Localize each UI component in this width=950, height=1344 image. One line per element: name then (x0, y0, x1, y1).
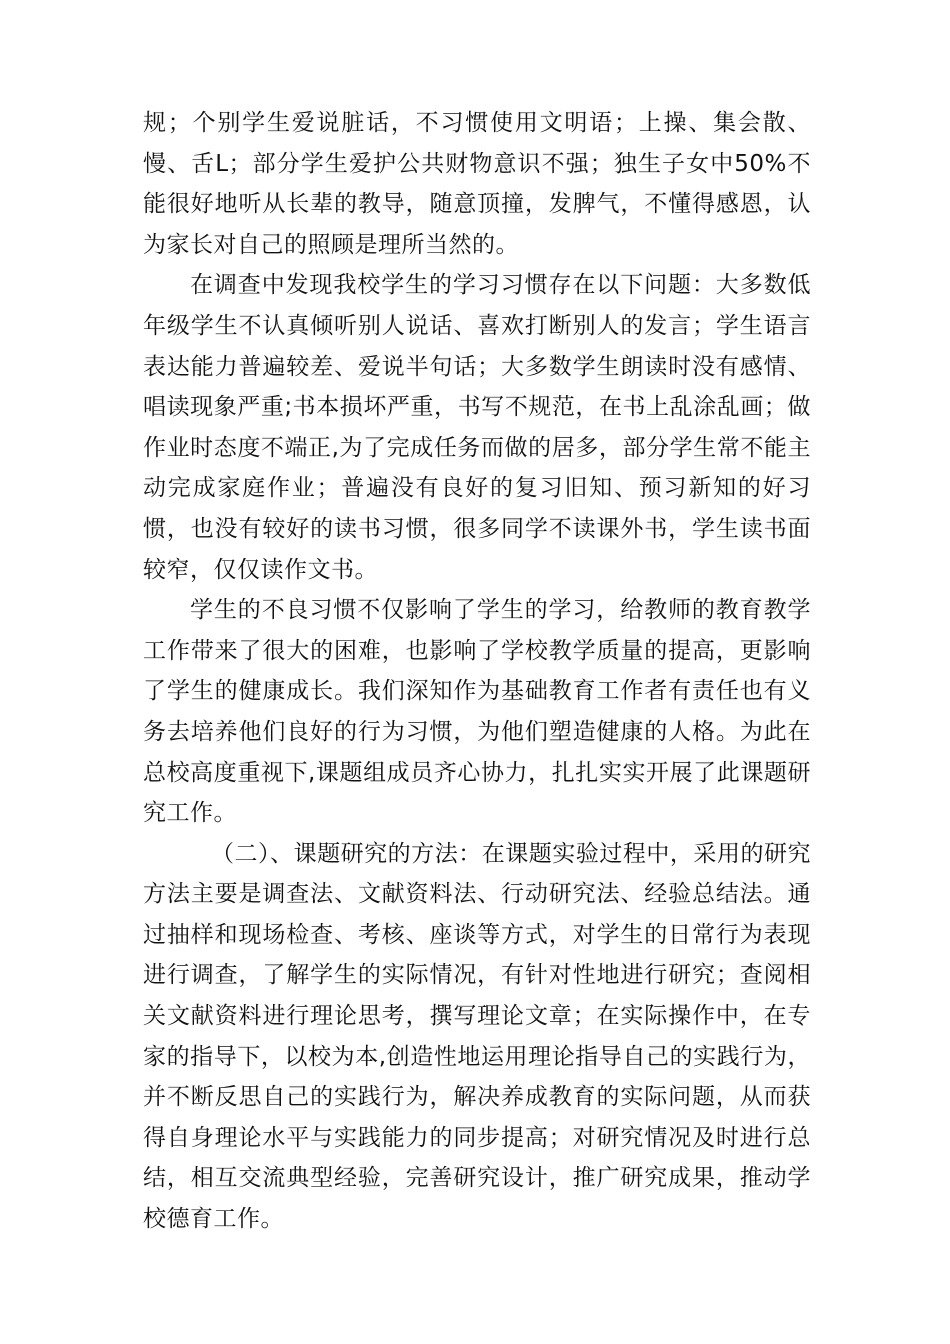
paragraph-study-habits: 在调查中发现我校学生的学习习惯存在以下问题：大多数低年级学生不认真倾听别人说话、喜欢打断别人的发言；学生语言表达能力普遍较差、爱说半句话；大多数学生朗读时没有感情、唱读现象严重;书本损坏严重，书写不规范，在书上乱涂乱画；做作业时态度不端正,为了完成任务而做的居多，部分学生常不能主动完成家庭作业；普遍没有良好的复习旧知、预习新知的好习惯，也没有较好的读书习惯，很多同学不读课外书，学生读书面较窄，仅仅读作文书。 (143, 272, 811, 583)
document-body (143, 103, 811, 1240)
paragraph-impact: 学生的不良习惯不仅影响了学生的学习，给教师的教育教学工作带来了很大的困难，也影响了学校教学质量的提高，更影响了学生的健康成长。我们深知作为基础教育工作者有责任也有义务去培养他们良好的行为习惯，为他们塑造健康的人格。为此在总校高度重视下,课题组成员齐心协力，扎扎实实开展了此课题研究工作。 (143, 597, 811, 827)
paragraph-research-methods: （二）、课题研究的方法：在课题实验过程中，采用的研究方法主要是调查法、文献资料法、行动研究法、经验总结法。通过抽样和现场检查、考核、座谈等方式，对学生的日常行为表现进行调查，了解学生的实际情况，有针对性地进行研究；查阅相关文献资料进行理论思考，撰写理论文章；在实际操作中，在专家的指导下，以校为本,创造性地运用理论指导自己的实践行为，并不断反思自己的实践行为，解决养成教育的实际问题，从而获得自身理论水平与实践能力的同步提高；对研究情况及时进行总结，相互交流典型经验，完善研究设计，推广研究成果，推动学校德育工作。 (143, 840, 811, 1233)
paragraph-behavior-problems: 规；个别学生爱说脏话，不习惯使用文明语；上操、集会散、慢、舌L；部分学生爱护公共财物意识不强；独生子女中50%不能很好地听从长辈的教导，随意顶撞，发脾气，不懂得感恩，认为家长对自己的照顾是理所当然的。 (143, 110, 811, 258)
